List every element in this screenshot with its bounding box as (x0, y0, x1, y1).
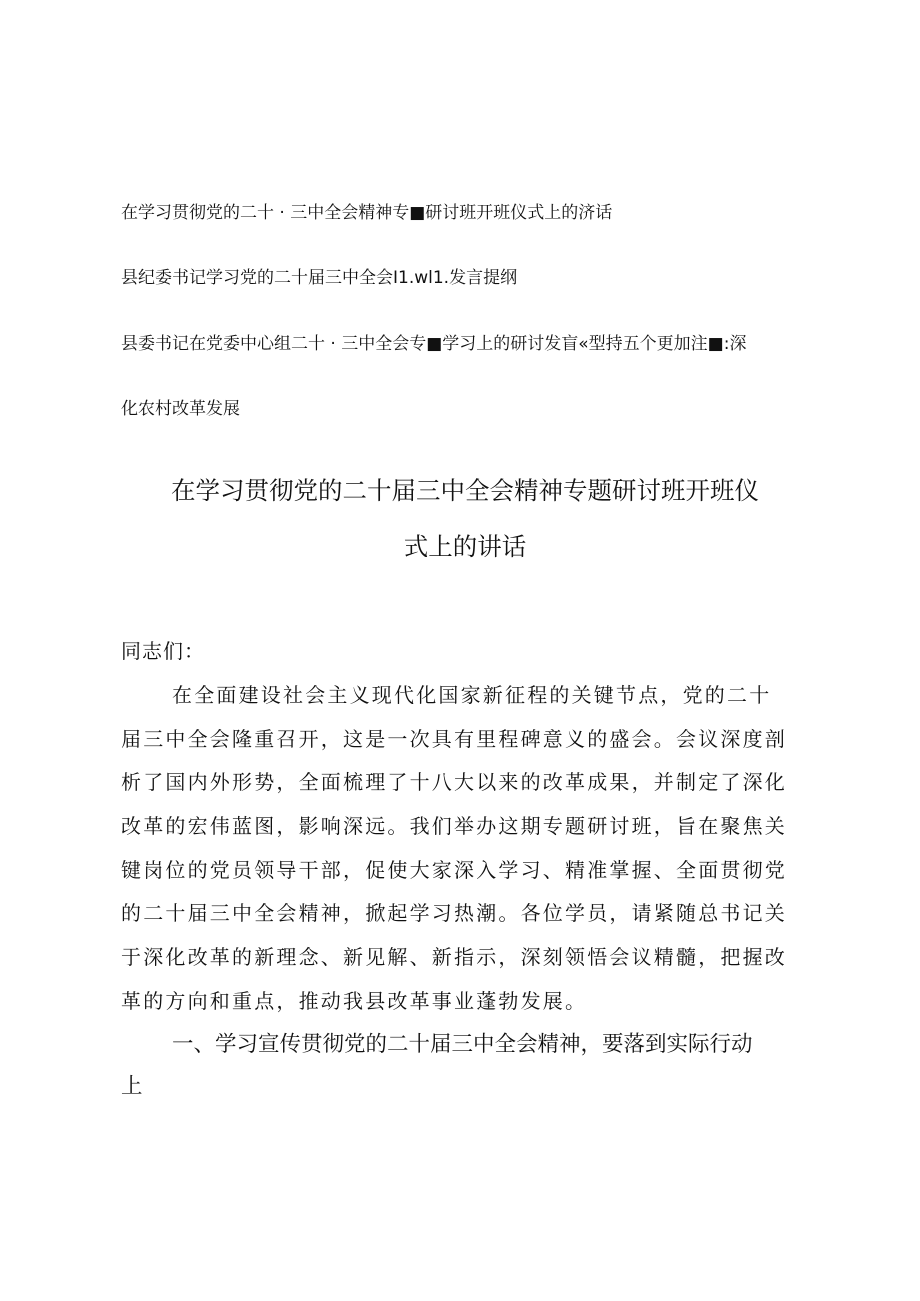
section-heading-line-2: 上 (121, 1074, 143, 1099)
paragraph-line-6: 的二十届三中全会精神，掀起学习热潮。各位学员，请紧随总书记关 (121, 901, 787, 925)
paragraph-line-3: 析了国内外形势，全面梳理了十八大以来的改革成果，并制定了深化 (121, 770, 787, 794)
paragraph-line-1: 在全面建设社会主义现代化国家新征程的关键节点，党的二十 (172, 683, 772, 707)
paragraph-line-8: 革的方向和重点，推动我县改革事业蓬勃发展。 (121, 989, 588, 1013)
paragraph-line-2: 届三中全会隆重召开，这是一次具有里程碑意义的盛会。会议深度剖 (121, 727, 787, 751)
paragraph-line-7: 于深化改革的新理念、新见解、新指示，深刻领悟会议精髓，把握改 (121, 945, 787, 969)
toc-line-4: 化农村改革发展 (121, 399, 240, 419)
toc-line-2: 县纪委书记学习党的二十届三中全会I1.wl1.发言提纲 (121, 268, 518, 288)
document-title-line-1: 在学习贯彻党的二十届三中全会精神专题研讨班开班仪 (171, 476, 759, 505)
toc-line-3: 县委书记在党委中心组二十 · 三中全会专■学习上的研讨发盲«型持五个更加注■:深 (121, 334, 747, 354)
document-title-line-2: 式上的讲话 (403, 532, 527, 561)
paragraph-line-5: 键岗位的党员领导干部，促使大家深入学习、精准掌握、全面贯彻党 (121, 858, 787, 882)
salutation: 同志们： (121, 639, 205, 663)
paragraph-line-4: 改革的宏伟蓝图，影响深远。我们举办这期专题研讨班，旨在聚焦关 (121, 814, 787, 838)
section-heading-line-1: 一、学习宣传贯彻党的二十届三中全会精神，要落到实际行动 (172, 1032, 753, 1057)
toc-line-1: 在学习贯彻党的二十 · 三中全会精神专■研讨班开班仪式上的济话 (121, 203, 613, 223)
